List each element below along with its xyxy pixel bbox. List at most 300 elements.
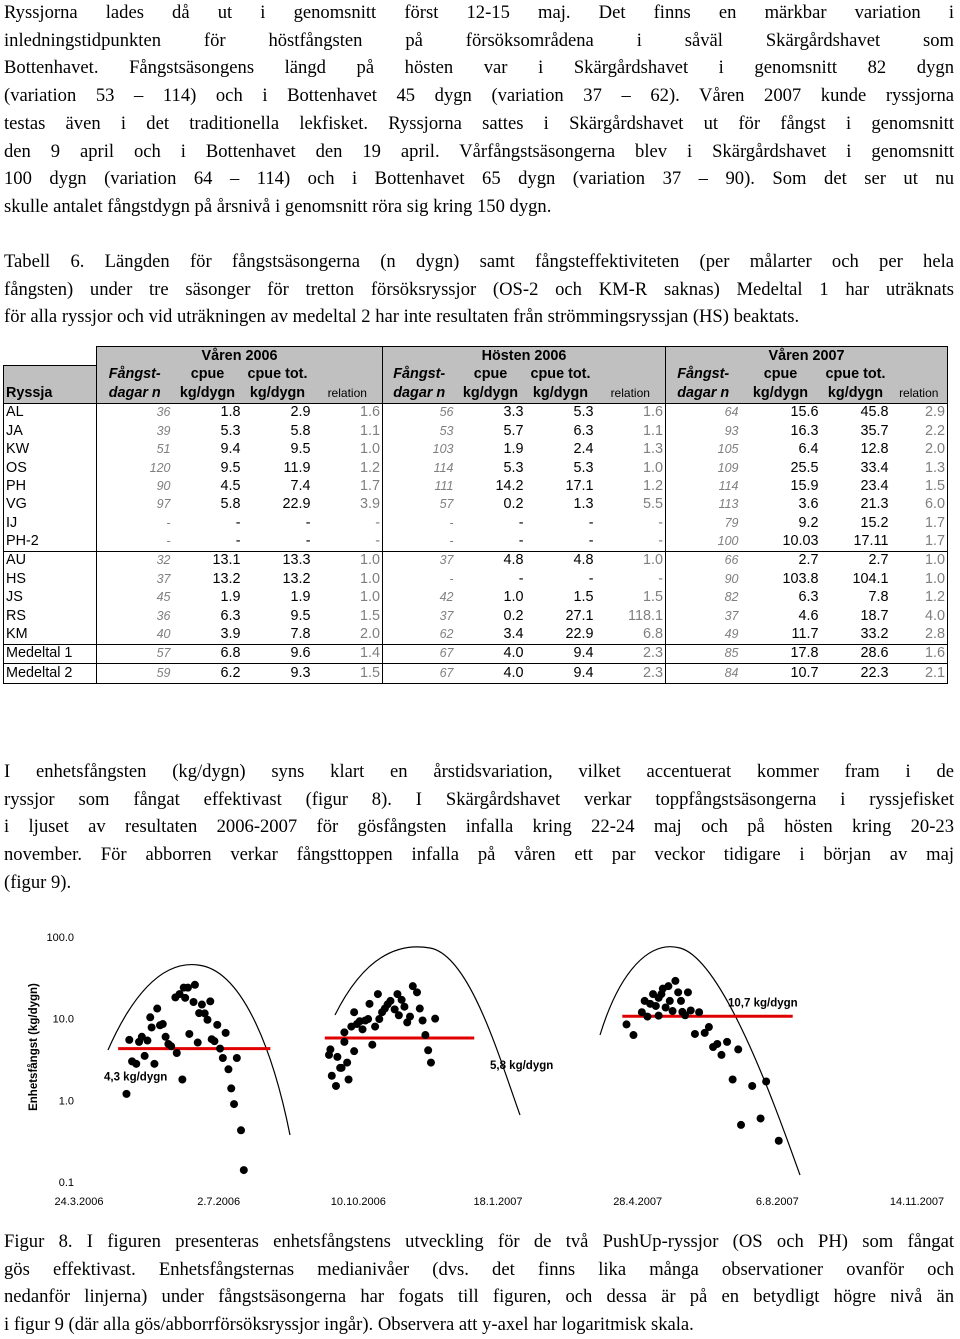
table-cell: 66 [666, 551, 741, 570]
table-cell: 6.3 [573, 422, 594, 439]
header-cell: kg/dygn [456, 384, 526, 403]
table-cell: 1.6 [596, 403, 666, 422]
data-point [366, 1000, 374, 1008]
table-cell: 32 [97, 551, 173, 570]
ryssja-name: PH [4, 477, 97, 495]
table-cell: 9.4 [526, 664, 596, 683]
data-point [219, 1054, 227, 1062]
table-cell: 6.8 [596, 625, 666, 644]
ryssja-name: PH-2 [4, 532, 97, 551]
data-point [184, 984, 192, 992]
data-point [643, 1013, 651, 1021]
header-cell: cpue [741, 365, 821, 384]
table-cell: 5.8 [290, 422, 311, 439]
table-cell: 5.3 [220, 422, 241, 439]
header-cell [596, 365, 666, 384]
table-row [4, 644, 948, 663]
table-cell: 4.0 [891, 607, 948, 625]
table-cell: 114 [666, 477, 741, 495]
table-cell: 9.3 [243, 664, 313, 683]
table-cell: 9.5 [290, 607, 311, 624]
data-point [775, 1137, 783, 1145]
data-point [194, 1039, 202, 1047]
header-cell: cpue [173, 365, 243, 384]
data-point [185, 1030, 193, 1038]
table-cell: 1.0 [891, 570, 948, 588]
table-cell: - [313, 514, 383, 532]
table-cell: 15.6 [741, 403, 821, 422]
table-cell: 17.8 [741, 644, 821, 663]
data-point [222, 1029, 230, 1037]
data-point [178, 1075, 186, 1083]
table-row [4, 625, 948, 644]
table-cell: 4.5 [220, 477, 241, 494]
data-point [159, 1020, 167, 1028]
data-point [216, 1045, 224, 1053]
table-cell: 33.2 [821, 625, 891, 644]
table-cell: 1.0 [891, 551, 948, 570]
table-cell: 18.7 [860, 607, 889, 624]
table-cell: - [588, 514, 594, 531]
paragraph-season-length [4, 0, 954, 221]
table-cell: 1.7 [313, 477, 383, 495]
table-cell: 11.7 [741, 625, 821, 644]
data-point [167, 1042, 175, 1050]
data-point [622, 1020, 630, 1028]
data-point [748, 1082, 756, 1090]
table-cell: 100 [666, 532, 741, 551]
table-cell: 114 [383, 459, 456, 477]
table-cell: 1.1 [313, 422, 383, 440]
ryssja-name: Medeltal 1 [4, 644, 97, 663]
header-cell: kg/dygn [526, 384, 596, 403]
paragraph-season-length-line: skulle antalet fångstdygn på årsnivå i genomsnitt röra sig kring 150 dygn. [4, 195, 552, 217]
table-cell: 15.2 [860, 514, 889, 531]
table-cell: 2.0 [891, 440, 948, 458]
data-point [141, 1052, 149, 1060]
table-cell: 1.3 [891, 459, 948, 477]
table-cell: 67 [383, 664, 456, 683]
header-cell: relation [596, 384, 666, 403]
x-tick-label: 2.7.2006 [197, 1196, 241, 1208]
data-point [181, 994, 189, 1002]
table-cell: 1.5 [891, 477, 948, 495]
header-cell: dagar n [383, 384, 456, 403]
table-cell: 7.8 [868, 589, 889, 606]
table-cell: 90 [666, 570, 741, 588]
paragraph-seasonal-variation-line: (figur 9). [4, 871, 72, 893]
data-point [737, 1121, 745, 1129]
table-cell: 59 [97, 664, 173, 683]
data-point [340, 1038, 348, 1046]
data-point [191, 981, 199, 989]
data-point [333, 1053, 341, 1061]
data-point [662, 1004, 670, 1012]
table-cell: 64 [666, 403, 741, 422]
table-row [4, 477, 948, 495]
table-cell: 1.7 [891, 514, 948, 532]
header-cell: kg/dygn [243, 384, 313, 403]
table-cell: 0.2 [503, 496, 524, 513]
data-point [375, 1015, 383, 1023]
table-cell: 2.7 [741, 551, 821, 570]
header-cell: cpue tot. [526, 365, 596, 384]
header-cell: relation [313, 384, 383, 403]
ryssja-name: IJ [4, 514, 97, 532]
paragraph-seasonal-variation-line: november. För abborren verkar fångsttoppen infalla på våren ett par veckor tidigare i början av maj [4, 844, 954, 866]
header-cell: kg/dygn [741, 384, 821, 403]
table-cell: 13.2 [212, 570, 241, 587]
table-cell: 22.9 [526, 625, 596, 644]
table-cell: 6.3 [220, 607, 241, 624]
table-cell: 7.8 [243, 625, 313, 644]
table-caption [4, 248, 954, 331]
table-cell: - [596, 570, 666, 588]
table-cell: 22.3 [821, 664, 891, 683]
data-point [340, 1028, 348, 1036]
table-cell: 33.4 [860, 459, 889, 476]
table-cell: 39 [97, 422, 173, 440]
table-cell: 4.8 [526, 551, 596, 570]
table-cell: 1.6 [313, 403, 383, 422]
data-point [386, 997, 394, 1005]
data-point [350, 1008, 358, 1016]
table-cell: 13.2 [282, 570, 311, 587]
data-point [146, 1013, 154, 1021]
data-point [326, 1045, 334, 1053]
table-cell: 23.4 [860, 477, 889, 494]
table-cell: - [97, 532, 173, 551]
data-point [705, 1023, 713, 1031]
table-cell: 37 [666, 607, 741, 625]
header-row-sub2 [4, 384, 948, 403]
table-cell: 25.5 [790, 459, 819, 476]
table-cell: - [588, 570, 594, 587]
table-cell: 1.6 [891, 644, 948, 663]
data-point [230, 1100, 238, 1108]
table-cell: 11.9 [283, 459, 311, 476]
table-cell: 67 [383, 644, 456, 663]
table-cell: 9.5 [220, 459, 241, 476]
table-cell: 1.5 [596, 589, 666, 607]
data-point [695, 1008, 703, 1016]
table-cell: 5.3 [503, 459, 524, 476]
data-point [757, 1114, 765, 1122]
table-cell: 105 [666, 440, 741, 458]
data-point [162, 1033, 170, 1041]
table-cell: 5.8 [220, 496, 241, 513]
data-point [398, 996, 406, 1004]
table-cell: 118.1 [596, 607, 666, 625]
table-cell: 3.6 [798, 496, 819, 513]
data-point [717, 1051, 725, 1059]
x-tick-label: 28.4.2007 [613, 1196, 663, 1208]
table-cell: 36 [97, 403, 173, 422]
x-tick-label: 24.3.2006 [54, 1196, 104, 1208]
data-point [125, 1036, 133, 1044]
season-table [3, 346, 948, 684]
table-cell: 10.03 [741, 532, 821, 551]
table-cell: 36 [97, 607, 173, 625]
header-cell [891, 365, 948, 384]
table-cell: - [305, 514, 311, 531]
ryssja-name: JS [4, 589, 97, 607]
table-cell: 79 [666, 514, 741, 532]
table-cell: 37 [97, 570, 173, 588]
table-cell: 9.2 [798, 514, 819, 531]
table-row [4, 551, 948, 570]
table-caption-line: för alla ryssjor och vid uträkningen av medeltal 2 har inte resultaten från strömmingsryssjan (HS) beaktats. [4, 306, 800, 328]
table-cell: 1.0 [596, 551, 666, 570]
data-point [132, 1060, 140, 1068]
header-cell [4, 365, 97, 384]
data-point [729, 1075, 737, 1083]
cpue-chart [0, 920, 960, 1220]
median-label: 10,7 kg/dygn [728, 997, 798, 1010]
paragraph-season-length-line: Ryssjorna lades då ut i genomsnitt först 12-15 maj. Det finns en märkbar variation i [4, 2, 954, 23]
table-cell: 103 [383, 440, 456, 458]
data-point [213, 1021, 221, 1029]
data-point [143, 1037, 151, 1045]
table-cell: - [383, 514, 456, 532]
table-cell: 1.8 [173, 403, 243, 422]
table-cell: 17.11 [821, 532, 891, 551]
table-cell: 10.7 [741, 664, 821, 683]
header-cell: kg/dygn [821, 384, 891, 403]
table-cell: - [235, 514, 241, 531]
data-point [210, 1037, 218, 1045]
table-cell: 2.9 [243, 403, 313, 422]
table-cell: 1.1 [596, 422, 666, 440]
data-point [203, 1016, 211, 1024]
table-cell: 6.0 [891, 496, 948, 514]
table-cell: 2.3 [596, 664, 666, 683]
table-cell: - [383, 532, 456, 551]
table-row [4, 403, 948, 422]
table-cell: 4.0 [456, 664, 526, 683]
data-point [173, 1049, 181, 1057]
table-cell: 5.3 [573, 459, 594, 476]
table-cell: 1.9 [503, 441, 524, 458]
data-point [240, 1166, 248, 1174]
data-point [345, 1075, 353, 1083]
figure-caption-line: Figur 8. I figuren presenteras enhetsfångstens utveckling för de två PushUp-ryssjor (OS och PH) som fångat [4, 1231, 954, 1252]
table-cell: 57 [97, 644, 173, 663]
table-cell: 6.4 [798, 441, 819, 458]
table-row [4, 607, 948, 625]
data-point [400, 1003, 408, 1011]
table-cell: 45 [97, 589, 173, 607]
table-cell: 9.4 [526, 644, 596, 663]
data-point [359, 1025, 367, 1033]
header-cell: cpue tot. [821, 365, 891, 384]
ryssja-name: KM [4, 625, 97, 644]
header-cell: Fångst- [666, 365, 741, 384]
table-cell: 5.3 [526, 403, 596, 422]
ryssja-name: OS [4, 459, 97, 477]
data-point [691, 1030, 699, 1038]
paragraph-seasonal-variation [4, 758, 954, 897]
data-point [406, 1013, 414, 1021]
table-cell: 1.7 [891, 532, 948, 551]
table-cell: 4.6 [798, 607, 819, 624]
y-tick-label: 0.1 [58, 1177, 74, 1189]
ryssja-name: JA [4, 422, 97, 440]
data-point [677, 997, 685, 1005]
data-point [364, 1015, 372, 1023]
data-point [413, 988, 421, 996]
data-point [734, 1045, 742, 1053]
table-cell: 2.7 [821, 551, 891, 570]
table-cell: 82 [666, 589, 741, 607]
header-cell: Fångst- [97, 365, 173, 384]
data-point [371, 1023, 379, 1031]
header-cell: cpue [456, 365, 526, 384]
table-cell: 1.0 [503, 589, 524, 606]
table-cell: 51 [97, 440, 173, 458]
table-cell: 22.9 [282, 496, 311, 513]
table-cell: 15.9 [790, 477, 819, 494]
header-cell: dagar n [666, 384, 741, 403]
x-tick-label: 6.8.2007 [755, 1196, 799, 1208]
data-point [350, 1047, 358, 1055]
table-cell: 28.6 [821, 644, 891, 663]
median-label: 4,3 kg/dygn [104, 1071, 168, 1084]
table-cell: 37 [383, 607, 456, 625]
table-cell: - [243, 532, 313, 551]
table-cell: 1.5 [573, 589, 594, 606]
table-cell: 1.9 [220, 589, 241, 606]
table-cell: 2.2 [891, 422, 948, 440]
season-header: Våren 2007 [666, 347, 948, 366]
data-point [150, 1060, 158, 1068]
data-point [368, 1041, 376, 1049]
data-point [332, 1082, 340, 1090]
table-cell: 103.8 [782, 570, 819, 587]
data-point [328, 1072, 336, 1080]
data-point [227, 1084, 235, 1092]
ryssja-name: RS [4, 607, 97, 625]
figure-caption-line: i figur 9 (där alla gös/abborrförsöksryssjor ingår). Observera att y-axel har logaritmisk skala. [4, 1314, 694, 1336]
table-cell: 111 [383, 477, 456, 495]
table-cell: 2.4 [573, 441, 594, 458]
table-cell: - [596, 514, 666, 532]
table-cell: 5.5 [596, 496, 666, 514]
data-point [416, 1005, 424, 1013]
table-cell: - [526, 532, 596, 551]
data-point [762, 1078, 770, 1086]
paragraph-season-length-line: den 9 april och i Bottenhavet den 19 april. Vårfångstsäsongerna blev i Skärgårdshavet i genomsnitt [4, 140, 954, 162]
table-cell: 53 [383, 422, 456, 440]
x-tick-label: 14.11.2007 [889, 1196, 945, 1208]
data-point [431, 1015, 439, 1023]
table-cell: 5.7 [503, 422, 524, 439]
table-cell: 62 [383, 625, 456, 644]
data-point [148, 1023, 156, 1031]
corner-cell [4, 347, 97, 366]
data-point [198, 1001, 206, 1009]
data-point [664, 982, 672, 990]
table-cell: 6.3 [798, 589, 819, 606]
table-cell: 113 [666, 496, 741, 514]
table-cell: 2.3 [596, 644, 666, 663]
table-cell: 4.0 [456, 644, 526, 663]
season-header: Våren 2006 [97, 347, 383, 366]
table-cell: - [383, 570, 456, 588]
table-cell: 6.8 [173, 644, 243, 663]
table-cell: 97 [97, 496, 173, 514]
table-cell: 1.5 [313, 664, 383, 683]
table-row [4, 459, 948, 477]
table-row [4, 532, 948, 551]
table-row [4, 422, 948, 440]
data-point [655, 1012, 663, 1020]
ryssja-name: KW [4, 440, 97, 458]
table-cell: 3.3 [456, 403, 526, 422]
table-row [4, 514, 948, 532]
table-cell: 1.3 [573, 496, 594, 513]
table-cell: - [456, 532, 526, 551]
data-point [629, 1031, 637, 1039]
table-cell: 13.3 [243, 551, 313, 570]
data-point [652, 1002, 660, 1010]
table-row [4, 570, 948, 588]
table-cell: 2.8 [891, 625, 948, 644]
ryssja-name: AL [4, 403, 97, 422]
table-row [4, 440, 948, 458]
table-row [4, 496, 948, 514]
data-point [684, 988, 692, 996]
table-cell: 2.1 [891, 664, 948, 683]
data-point [343, 1059, 351, 1067]
header-row-seasons [4, 347, 948, 366]
table-cell: 84 [666, 664, 741, 683]
data-point [190, 998, 198, 1006]
table-cell: 1.2 [596, 477, 666, 495]
table-caption-line: Tabell 6. Längden för fångstsäsongerna (n dygn) samt fångsteffektiviteten (per målarter och per hela [4, 251, 954, 272]
table-cell: 4.8 [456, 551, 526, 570]
header-cell: Fångst- [383, 365, 456, 384]
table-cell: 49 [666, 625, 741, 644]
data-point [224, 1065, 232, 1073]
table-cell: 90 [97, 477, 173, 495]
table-cell: 17.1 [565, 477, 594, 494]
data-point [723, 1038, 731, 1046]
table-cell: 6.2 [173, 664, 243, 683]
data-point [669, 1007, 677, 1015]
header-cell: kg/dygn [173, 384, 243, 403]
figure-caption [4, 1228, 954, 1339]
data-point [427, 1059, 435, 1067]
data-point [395, 1011, 403, 1019]
table-caption-line: fångsten) under tre säsonger för tretton försöksryssjor (OS-2 och KM-R saknas) Medeltal 1 har uträknats [4, 278, 954, 300]
table-cell: 2.9 [891, 403, 948, 422]
paragraph-seasonal-variation-line: ryssjor som fångat effektivast (figur 8). I Skärgårdshavet verkar toppfångstsäsongerna i ryssjefisket [4, 788, 954, 810]
paragraph-season-length-line: (variation 53 – 114) och i Bottenhavet 45 dygn (variation 37 – 62). Våren 2007 kunde ryssjorna [4, 85, 954, 107]
table-cell: 56 [383, 403, 456, 422]
table-cell: 14.2 [495, 477, 524, 494]
table-cell: - [596, 532, 666, 551]
table-cell: 1.5 [313, 607, 383, 625]
table-cell: 9.5 [290, 441, 311, 458]
table-cell: 120 [97, 459, 173, 477]
table-cell: 12.8 [860, 441, 889, 458]
table-cell: 0.2 [503, 607, 524, 624]
paragraph-season-length-line: inledningstidpunkten för höstfångsten på försöksområdena i såväl Skärgårdshavet som [4, 29, 954, 51]
table-cell: 1.0 [313, 440, 383, 458]
header-cell [313, 365, 383, 384]
header-cell: relation [891, 384, 948, 403]
